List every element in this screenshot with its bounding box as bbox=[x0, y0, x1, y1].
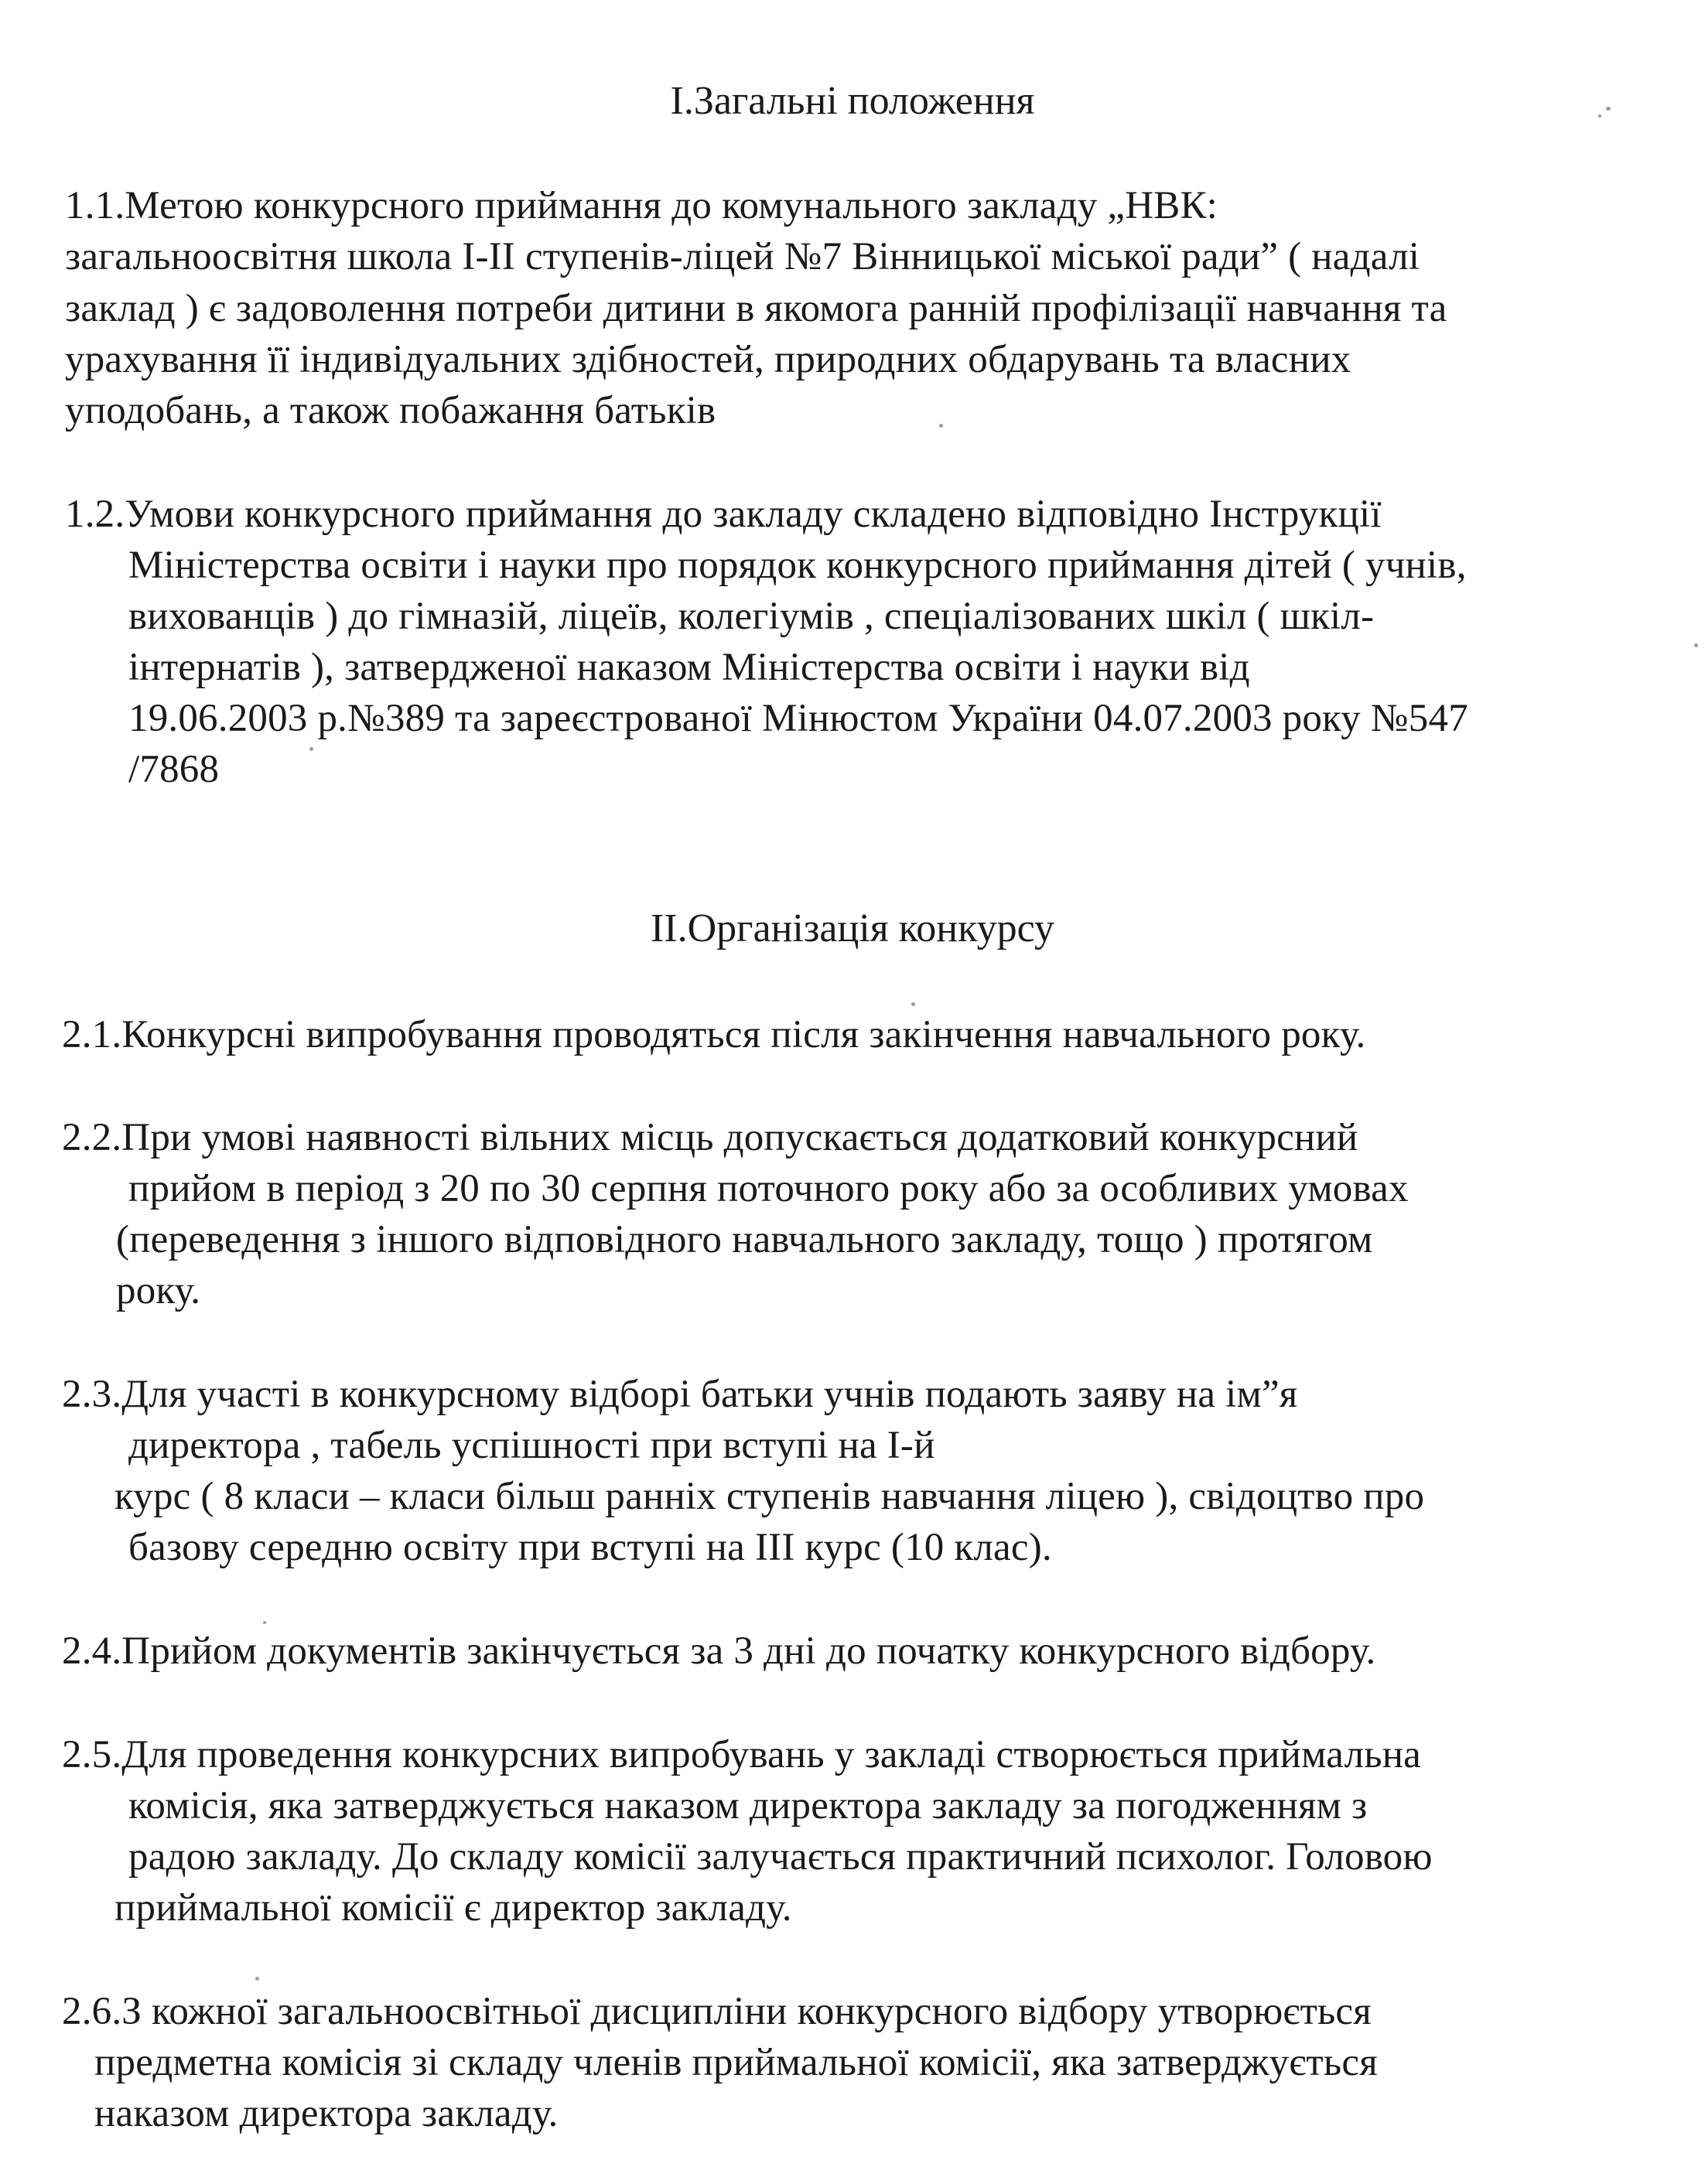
paragraph-line: уподобань, а також побажання батьків bbox=[65, 389, 716, 432]
scan-speck bbox=[939, 424, 943, 428]
paragraph-line: 2.5.Для проведення конкурсних випробувань у закладі створюється приймальна bbox=[62, 1733, 1422, 1776]
paragraph-line: (переведення з іншого відповідного навчального закладу, тощо ) протягом bbox=[116, 1218, 1373, 1261]
paragraph-line: директора , табель успішності при вступі на І-й bbox=[128, 1424, 935, 1467]
paragraph-line: інтернатів ), затвердженої наказом Міністерства освіти і науки від bbox=[128, 646, 1250, 689]
scan-speck bbox=[263, 1621, 266, 1624]
paragraph-line: приймальної комісії є директор закладу. bbox=[114, 1886, 792, 1930]
paragraph-line: 2.2.При умові наявності вільних місць допускається додатковий конкурсний bbox=[62, 1116, 1358, 1159]
paragraph-line: 19.06.2003 р.№389 та зареєстрованої Мінюстом України 04.07.2003 року №547 bbox=[128, 697, 1468, 740]
paragraph-line: вихованців ) до гімназій, ліцеїв, колегіумів , спеціалізованих шкіл ( шкіл- bbox=[128, 595, 1375, 638]
scan-speck bbox=[1694, 643, 1698, 647]
paragraph-line: курс ( 8 класи – класи більш ранніх ступенів навчання ліцею ), свідоцтво про bbox=[114, 1475, 1425, 1518]
paragraph-line: радою закладу. До складу комісії залучається практичний психолог. Головою bbox=[128, 1835, 1433, 1879]
paragraph-line: заклад ) є задоволення потреби дитини в якомога ранній профілізації навчання та bbox=[65, 287, 1447, 330]
paragraph-line: базову середню освіту при вступі на III курс (10 клас). bbox=[128, 1526, 1052, 1569]
paragraph-line: /7868 bbox=[128, 748, 220, 791]
scan-speck bbox=[309, 747, 313, 751]
paragraph-line: 2.3.Для участі в конкурсному відборі батьки учнів подають заяву на ім”я bbox=[62, 1373, 1298, 1416]
paragraph-line: наказом директора закладу. bbox=[94, 2092, 559, 2135]
paragraph-line: року. bbox=[116, 1269, 201, 1312]
paragraph-line: загальноосвітня школа I-II ступенів-ліцей №7 Вінницької міської ради” ( надалі bbox=[65, 235, 1420, 278]
paragraph-line: 2.1.Конкурсні випробування проводяться після закінчення навчального року. bbox=[62, 1013, 1366, 1056]
paragraph-line: предметна комісія зі складу членів приймальної комісії, яка затверджується bbox=[94, 2041, 1378, 2084]
paragraph-line: 2.6.З кожної загальноосвітньої дисципліни конкурсного відбору утворюється bbox=[62, 1990, 1372, 2033]
paragraph-line: 2.4.Прийом документів закінчується за 3 дні до початку конкурсного відбору. bbox=[62, 1629, 1376, 1673]
paragraph-line: Міністерства освіти і науки про порядок конкурсного приймання дітей ( учнів, bbox=[128, 544, 1467, 587]
scan-speck bbox=[911, 1002, 915, 1006]
paragraph-line: урахування її індивідуальних здібностей, природних обдарувань та власних bbox=[65, 338, 1351, 381]
paragraph-line: 1.2.Умови конкурсного приймання до закладу складено відповідно Інструкції bbox=[65, 493, 1382, 536]
paragraph-line: 1.1.Метою конкурсного приймання до комунального закладу „НВК: bbox=[65, 184, 1218, 227]
section-1-heading: I.Загальні положення bbox=[670, 79, 1035, 123]
scan-speck bbox=[255, 1977, 259, 1981]
section-2-heading: II.Організація конкурсу bbox=[650, 906, 1055, 950]
paragraph-line: комісія, яка затверджується наказом директора закладу за погодженням з bbox=[128, 1784, 1368, 1827]
paragraph-line: прийом в період з 20 по 30 серпня поточного року або за особливих умовах bbox=[128, 1167, 1409, 1210]
